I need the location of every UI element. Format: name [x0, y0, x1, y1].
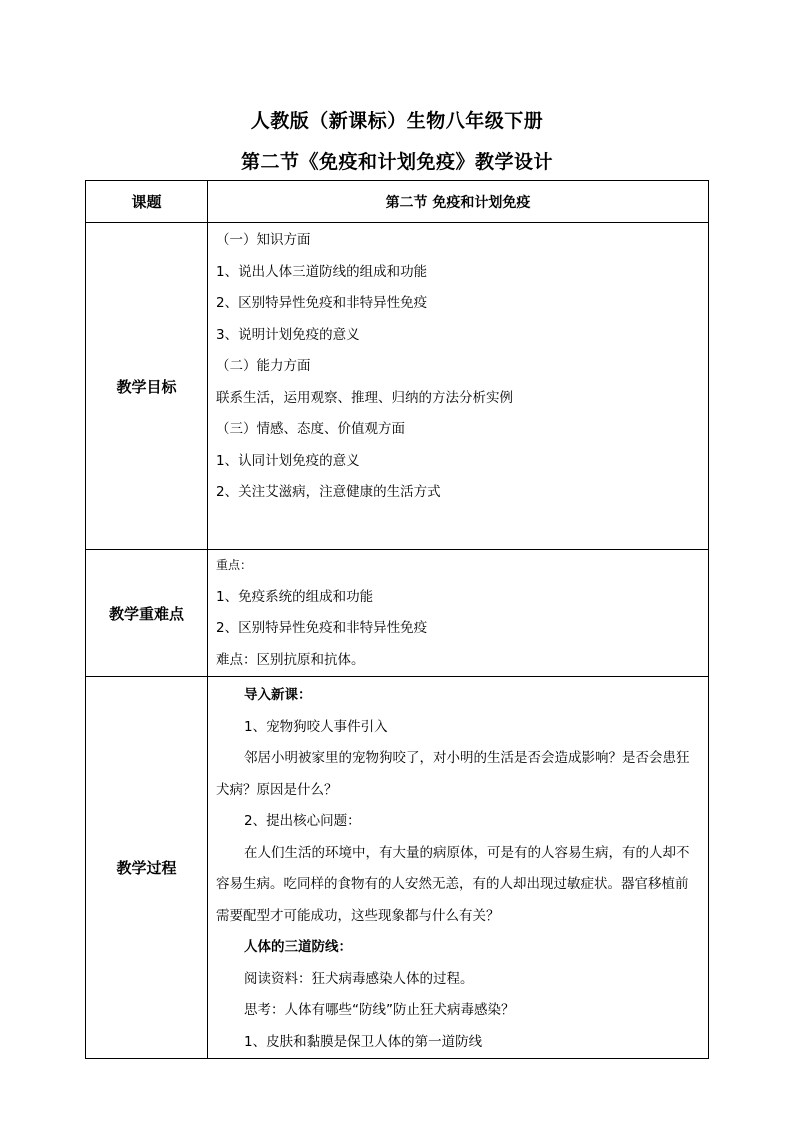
- process-line: 犬病？原因是什么？: [216, 781, 338, 798]
- table-row-goals: [86, 223, 709, 550]
- goals-line: 3、说明计划免疫的意义: [216, 326, 360, 343]
- process-line: 人体的三道防线：: [244, 939, 352, 955]
- table-row-topic: [86, 181, 709, 223]
- process-label: 教学过程: [86, 677, 208, 1059]
- goals-content: [208, 223, 709, 550]
- lesson-plan-table: [85, 180, 709, 1059]
- goals-line: 2、区别特异性免疫和非特异性免疫: [216, 295, 428, 311]
- table-row-key-points: [86, 550, 709, 677]
- goals-line: （一）知识方面: [216, 232, 311, 248]
- goals-line: （三）情感、态度、价值观方面: [216, 421, 405, 437]
- goals-label: 教学目标: [86, 223, 208, 550]
- process-line: 思考：人体有哪些“防线”防止狂犬病毒感染？: [244, 1002, 515, 1018]
- key-points-label: 教学重难点: [86, 550, 208, 677]
- process-line: 2、提出核心问题：: [244, 813, 361, 829]
- key-points-line: 1、免疫系统的组成和功能: [216, 588, 374, 605]
- lesson-title: 第二节《免疫和计划免疫》教学设计: [240, 151, 553, 173]
- process-line: 邻居小明被家里的宠物狗咬了，对小明的生活是否会造成影响？是否会患狂: [244, 750, 690, 766]
- document-title: 人教版（新课标）生物八年级下册: [250, 110, 544, 132]
- table-row-process: [86, 677, 709, 1059]
- process-line: 阅读资料：狂犬病毒感染人体的过程。: [244, 970, 474, 987]
- goals-line: 2、关注艾滋病，注意健康的生活方式: [216, 484, 441, 500]
- process-content: [208, 677, 709, 1059]
- topic-label: 课题: [86, 181, 208, 223]
- topic-value: 第二节 免疫和计划免疫: [208, 181, 709, 223]
- key-points-line: 难点：区别抗原和抗体。: [216, 651, 365, 668]
- process-line: 需要配型才可能成功，这些现象都与什么有关？: [216, 907, 500, 924]
- process-line: 1、宠物狗咬人事件引入: [244, 718, 388, 735]
- key-points-content: [208, 550, 709, 677]
- process-line: 导入新课：: [244, 687, 312, 703]
- goals-line: （二）能力方面: [216, 358, 311, 374]
- process-line: 在人们生活的环境中，有大量的病原体，可是有的人容易生病，有的人却不: [244, 844, 690, 861]
- goals-line: 1、认同计划免疫的意义: [216, 452, 360, 469]
- process-line: 1、皮肤和黏膜是保卫人体的第一道防线: [244, 1033, 483, 1050]
- goals-line: 联系生活，运用观察、推理、归纳的方法分析实例: [216, 389, 513, 406]
- process-line: 容易生病。吃同样的食物有的人安然无恙，有的人却出现过敏症状。器官移植前: [216, 876, 689, 892]
- goals-line: 1、说出人体三道防线的组成和功能: [216, 263, 428, 280]
- key-points-line: 重点：: [216, 558, 253, 572]
- key-points-line: 2、区别特异性免疫和非特异性免疫: [216, 620, 428, 636]
